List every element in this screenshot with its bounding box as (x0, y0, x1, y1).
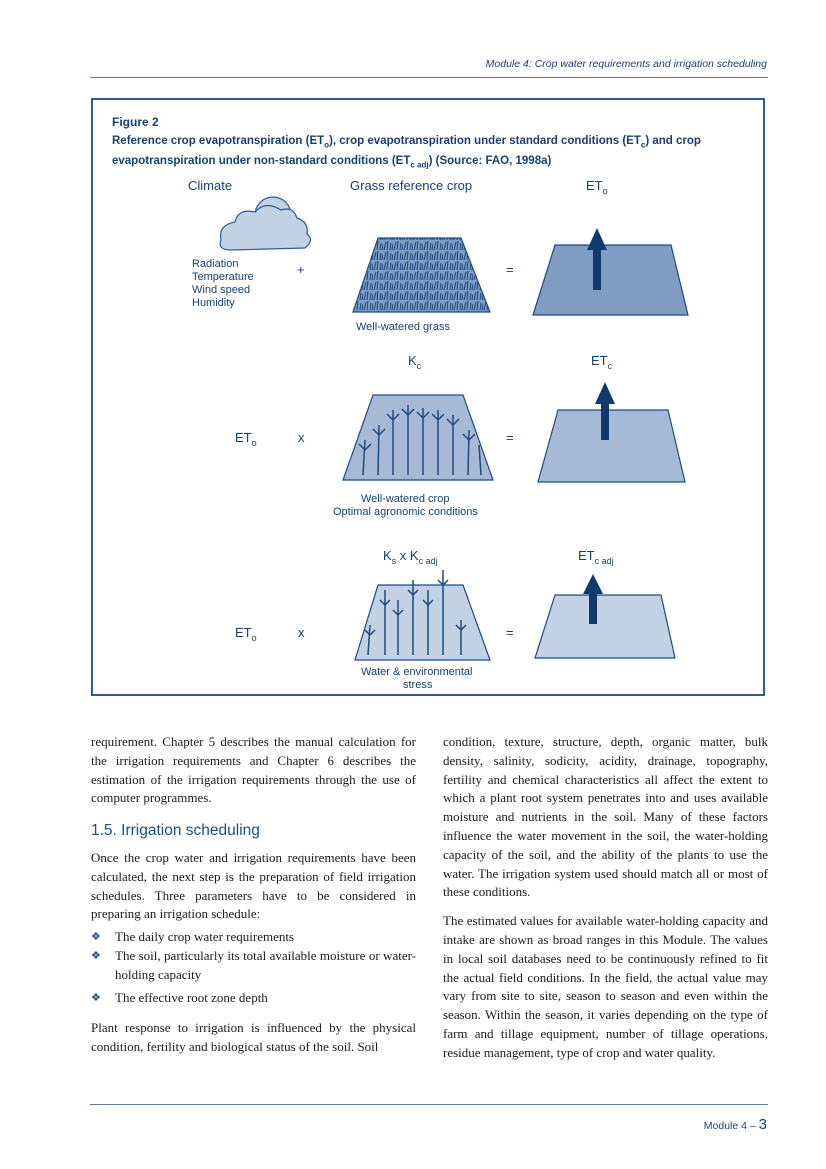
equals-operator-2: = (506, 430, 514, 445)
crop-caption-line2: Optimal agronomic conditions (333, 506, 478, 518)
diamond-bullet-icon: ❖ (91, 931, 101, 944)
footer-rule (90, 1104, 768, 1105)
equals-operator-3: = (506, 625, 514, 640)
etc-plate (538, 410, 685, 482)
paragraph: The estimated values for available water-holding capacity and intake are shown as broad ranges in this Module. The values in local soil databases need to be continuously refined to fit the actual field conditions. In the field, the actual value may vary from site to site, season to season and even within the season. Within the season, it varies depending on the type of farm and tillage equipment, number of tillage operations, residue management, type of crop and water quality. (443, 913, 768, 1060)
etcadj-label: $ET_{c adj}$ (578, 548, 614, 566)
eto-plate (533, 245, 688, 315)
bullet-list (91, 928, 416, 1007)
header-rule (90, 77, 768, 78)
row2-eto-label: $ET_o$ (235, 430, 257, 448)
left-column (91, 733, 416, 1057)
section-heading: 1.5. Irrigation scheduling (91, 822, 260, 840)
list-item: ❖ The effective root zone depth (91, 989, 416, 1008)
paragraph: Once the crop water and irrigation requirements have been calculated, the next step is the preparation of field irrigation schedules. Three parameters have to be considered in preparing an irrigation schedule: (91, 849, 416, 922)
right-column (443, 733, 768, 1063)
factor-wind: Wind speed (192, 284, 251, 296)
paragraph: Plant response to irrigation is influenced by the physical condition, fertility and biological status of the soil. Soil (91, 1020, 416, 1055)
figure-label: Figure 2 (112, 115, 159, 129)
etcadj-plate (535, 595, 675, 658)
grass-ref-label: Grass reference crop (350, 178, 473, 193)
factor-temperature: Temperature (192, 271, 254, 283)
etc-label: $ET_c$ (591, 353, 613, 371)
list-item: ❖ The daily crop water requirements (91, 928, 416, 947)
grass-plate (353, 238, 490, 312)
diamond-bullet-icon: ❖ (91, 991, 101, 1004)
times-operator-2: x (298, 625, 305, 640)
kc-label: $K_c$ (408, 353, 422, 371)
list-item: ❖ The soil, particularly its total available moisture or water-holding capacity (91, 947, 416, 982)
cloud-sun-icon (220, 197, 310, 250)
times-operator-1: x (298, 430, 305, 445)
paragraph: condition, texture, structure, depth, organic matter, bulk density, salinity, sodicity, acidity, drainage, topography, fertility and chemical characteristics all affect the extent to which a plant root system penetrates into and uses available moisture and nutrients in the soil. Many of these factors influence the water movement in the soil, the water-holding capacity of the soil, and the ability of the plants to use the water. The irrigation system used should match all or most of these conditions. (443, 734, 768, 900)
ks-kcadj-label: $K_s$ x $K_{c adj}$ (383, 548, 438, 566)
diamond-bullet-icon: ❖ (91, 949, 101, 962)
factor-radiation: Radiation (192, 258, 239, 270)
crop-caption-line1: Well-watered crop (361, 493, 450, 505)
evapotranspiration-diagram (93, 170, 765, 694)
climate-label: Climate (188, 178, 233, 193)
equals-operator-1: = (506, 262, 514, 277)
grass-caption: Well-watered grass (356, 321, 450, 333)
plus-operator: + (297, 262, 305, 277)
running-header: Module 4: Crop water requirements and irrigation scheduling (485, 58, 767, 70)
row3-eto-label: $ET_o$ (235, 625, 257, 643)
stress-caption-line1: Water & environmental (361, 666, 473, 678)
figure-caption: Reference crop evapotranspiration $(ET_o)$, crop evapotranspiration under standard conditions $(ET_c)$ and crop evapotranspiration under non-standard conditions $(ET_{c adj})$ (Source: FAO, 1998a) (112, 135, 701, 170)
page-number: 3 (758, 1116, 767, 1133)
stress-plate (355, 585, 490, 660)
stress-caption-line2: stress (403, 679, 433, 691)
paragraph: requirement. Chapter 5 describes the manual calculation for the irrigation requirements and Chapter 6 describes the estimation of the irrigation requirements through the use of computer programmes. (91, 734, 416, 806)
page-footer: Module 4 – 3 (703, 1116, 767, 1133)
eto-top-label: $ET_o$ (586, 178, 608, 196)
factor-humidity: Humidity (192, 297, 235, 309)
